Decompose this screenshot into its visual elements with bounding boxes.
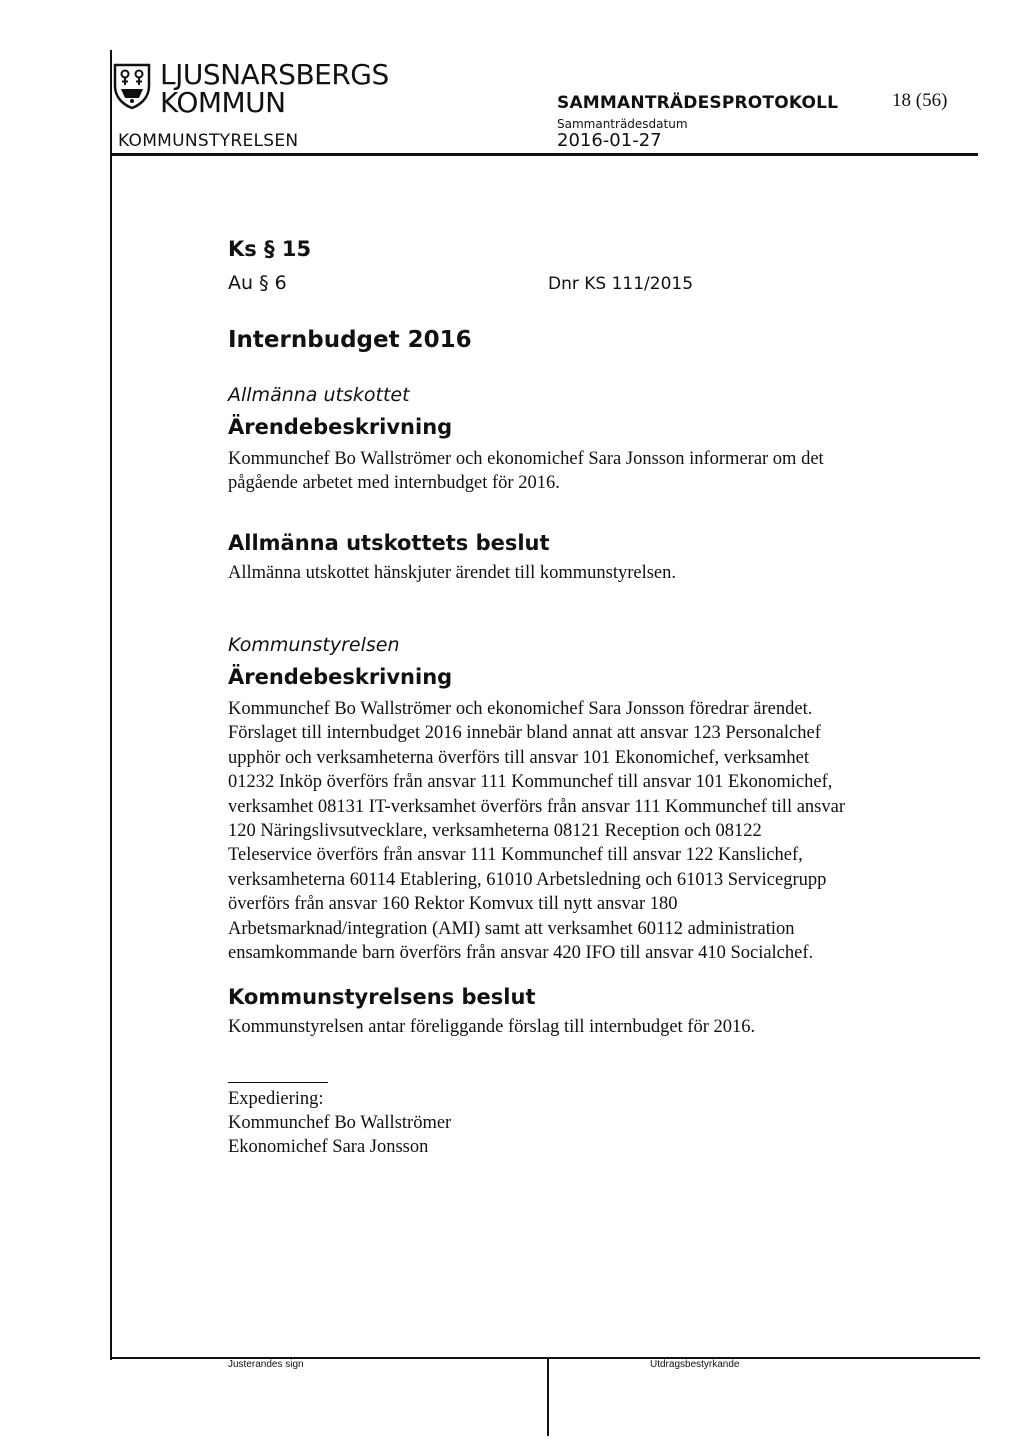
ks-decision-text: Kommunstyrelsen antar föreliggande förslag till internbudget för 2016.: [228, 1017, 756, 1037]
extract-certification-label: Utdragsbestyrkande: [650, 1359, 740, 1370]
allmanna-decision-text: Allmänna utskottet hänskjuter ärendet till kommunstyrelsen.: [228, 563, 677, 583]
org-name-line2: KOMMUN: [160, 86, 286, 119]
document-type: SAMMANTRÄDESPROTOKOLL: [557, 93, 839, 113]
page-title: Internbudget 2016: [228, 327, 472, 353]
left-margin-rule: [110, 50, 112, 1360]
header-rule: [110, 153, 978, 156]
meeting-date-label: Sammanträdesdatum: [557, 117, 688, 131]
ks-body-label: Kommunstyrelsen: [228, 634, 400, 656]
org-name-line1: LJUSNARSBERGS: [160, 58, 389, 91]
expediering-rule: [228, 1082, 328, 1083]
signature-label: Justerandes sign: [228, 1359, 304, 1370]
expediering-recipient: Ekonomichef Sara Jonsson: [228, 1137, 429, 1157]
diary-number: Dnr KS 111/2015: [548, 274, 694, 294]
au-paragraph-ref: Au § 6: [228, 272, 287, 294]
allmanna-description-heading: Ärendebeskrivning: [228, 415, 453, 439]
footer-divider: [547, 1358, 549, 1436]
expediering-recipient: Kommunchef Bo Wallströmer: [228, 1113, 452, 1133]
ks-description-heading: Ärendebeskrivning: [228, 665, 453, 689]
ks-description-text: Kommunchef Bo Wallströmer och ekonomichef Sara Jonsson föredrar ärendet. Förslaget till internbudget 2016 innebär bland annat att ansvar 123 Personalchef upphör och verksamheterna överförs till ansvar 101 Ekonomichef, verksamhet 01232 Inköp överförs från ansvar 111 Kommunchef till ansvar 101 Ekonomichef, verksamhet 08131 IT-verksamhet överförs från ansvar 111 Kommunchef till ansvar 120 Näringslivsutvecklare, verksamheterna 08121 Reception och 08122 Teleservice överförs från ansvar 111 Kommunchef till ansvar 122 Kanslichef, verksamheterna 60114 Etablering, 61010 Arbetsledning och 61013 Servicegrupp överförs från ansvar 160 Rektor Komvux till nytt ansvar 180 Arbetsmarknad/integration (AMI) samt att verksamhet 60112 administration ensamkommande barn överförs från ansvar 420 IFO till ansvar 410 Socialchef.: [228, 699, 845, 964]
meeting-date: 2016-01-27: [557, 130, 662, 151]
ks-decision-heading: Kommunstyrelsens beslut: [228, 985, 536, 1009]
allmanna-description-text: Kommunchef Bo Wallströmer och ekonomichef Sara Jonsson informerar om det pågående arbetet med internbudget för 2016.: [228, 449, 824, 494]
allmanna-body-label: Allmänna utskottet: [228, 384, 410, 406]
department-name: KOMMUNSTYRELSEN: [118, 131, 299, 151]
allmanna-decision-heading: Allmänna utskottets beslut: [228, 531, 550, 555]
coat-of-arms-icon: [112, 62, 152, 110]
ks-paragraph-ref: Ks § 15: [228, 237, 312, 261]
page-number: 18 (56): [892, 90, 948, 111]
expediering-label: Expediering:: [228, 1089, 324, 1109]
